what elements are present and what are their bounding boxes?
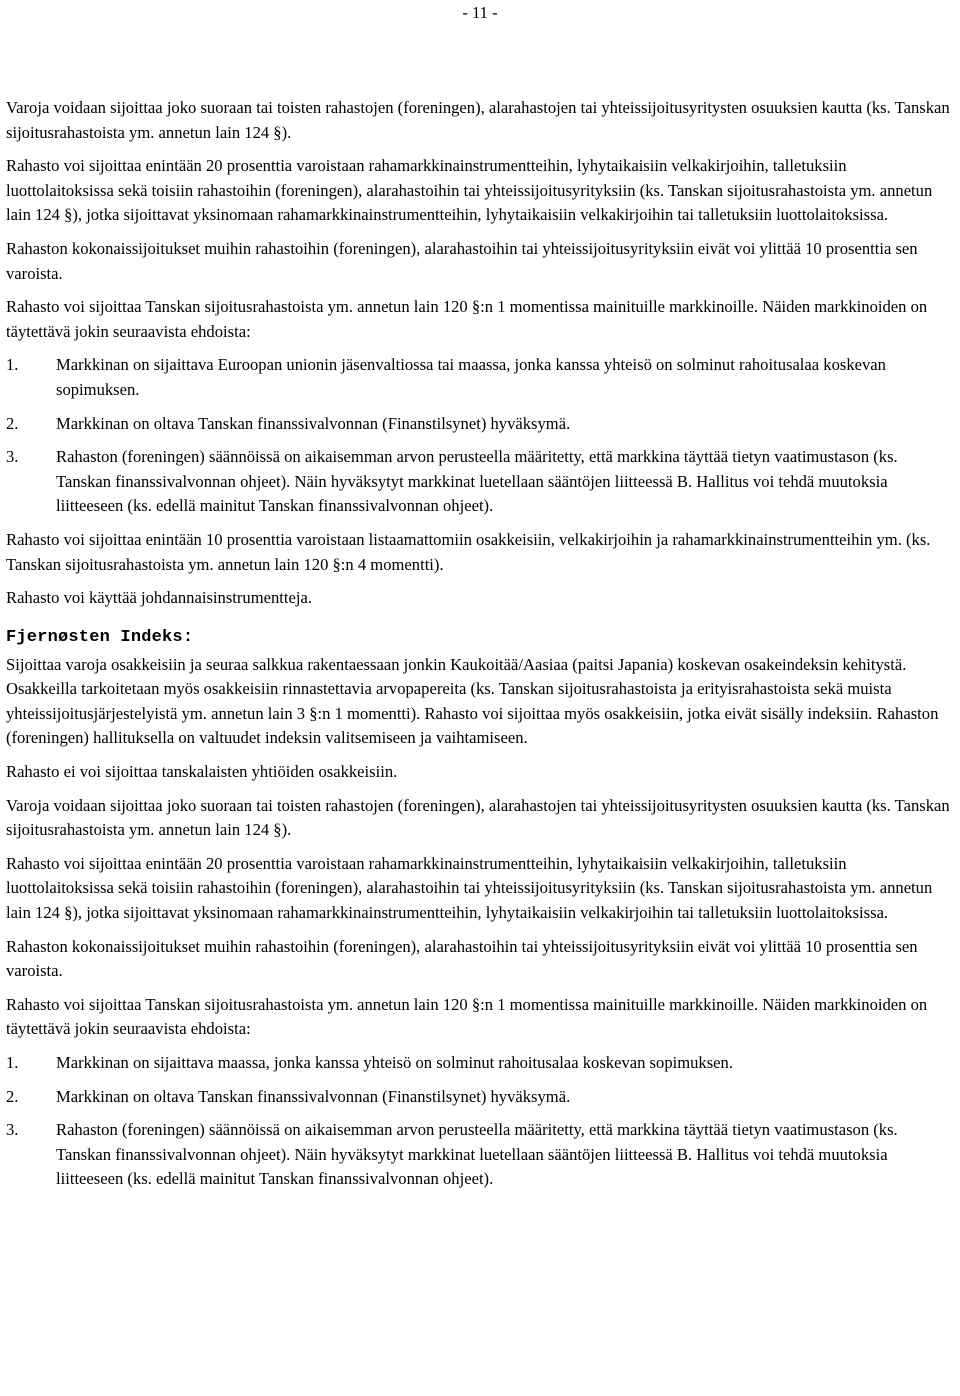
paragraph: Varoja voidaan sijoittaa joko suoraan tai toisten rahastojen (foreningen), alarahastojen tai yhteissijoitusyritysten osuuksien kautta (ks. Tanskan sijoitusrahastoista ym. annetun lain 124 §). [6,98,950,142]
paragraph: Varoja voidaan sijoittaa joko suoraan tai toisten rahastojen (foreningen), alarahastojen tai yhteissijoitusyritysten osuuksien kautta (ks. Tanskan sijoitusrahastoista ym. annetun lain 124 §). [6,795,950,840]
list-item-text: Markkinan on sijaittava Euroopan unionin jäsenvaltiossa tai maassa, jonka kanssa yhteisö on solminut rahoitusalaa koskevan sopimuksen. [56,355,886,399]
list-item [6,1085,956,1110]
paragraph: Rahasto voi sijoittaa enintään 20 prosenttia varoistaan rahamarkkinainstrumentteihin, lyhytaikaisiin velkakirjoihin, talletuksiin luottolaitoksissa sekä toisiin rahastoihin (foreningen), alarahastoihin tai yhteissijoitusyrityksiin (ks. Tanskan sijoitusrahastoista ym. annetun lain 124 §), jotka sijoittavat yksinomaan rahamarkkinainstrumentteihin, lyhytaikaisiin velkakirjoihin tai talletuksiin luottolaitoksissa. [6,156,933,225]
list-item-number: 1. [6,355,19,375]
paragraph: Rahasto voi sijoittaa enintään 20 prosenttia varoistaan rahamarkkinainstrumentteihin, lyhytaikaisiin velkakirjoihin, talletuksiin luottolaitoksissa sekä toisiin rahastoihin (foreningen), alarahastoihin tai yhteissijoitusyrityksiin (ks. Tanskan sijoitusrahastoista ym. annetun lain 124 §), jotka sijoittavat yksinomaan rahamarkkinainstrumentteihin, lyhytaikaisiin velkakirjoihin tai talletuksiin luottolaitoksissa. [6,853,933,923]
paragraph: Rahasto ei voi sijoittaa tanskalaisten yhtiöiden osakkeisiin. [6,762,398,782]
list-item-number: 1. [6,1053,19,1072]
list-item-text: Rahaston (foreningen) säännöissä on aikaisemman arvon perusteella määritetty, että markkina täyttää tietyn vaatimustason (ks. Tanskan finanssivalvonnan ohjeet). Näin hyväksytyt markkinat luetellaan sääntöjen liitteessä B. Hallitus voi tehdä muutoksia liitteeseen (ks. edellä mainitut Tanskan finanssivalvonnan ohjeet). [56,1120,898,1189]
paragraph: Rahasto voi käyttää johdannaisinstrumentteja. [6,588,312,608]
list-item-number: 3. [6,1120,19,1140]
paragraph: Sijoittaa varoja osakkeisiin ja seuraa salkkua rakentaessaan jonkin Kaukoitää/Aasiaa (paitsi Japania) koskevan osakeindeksin kehitystä. Osakkeilla tarkoitetaan myös osakkeisiin rinnastettavia arvopapereita (ks. Tanskan sijoitusrahastoista ja erityisrahastoista sekä muista yhteissijoitusjärjestelyistä ym. annetun lain 3 §:n 1 momentti). Rahasto voi sijoittaa myös osakkeisiin, jotka eivät sisälly indeksiin. Rahaston (foreningen) hallituksella on valtuudet indeksin valitsemiseen ja vaihtamiseen. [6,654,939,748]
paragraph: Rahaston kokonaissijoitukset muihin rahastoihin (foreningen), alarahastoihin tai yhteissijoitusyrityksiin eivät voi ylittää 10 prosenttia sen varoista. [6,936,918,981]
list-item-text: Markkinan on oltava Tanskan finanssivalvonnan (Finanstilsynet) hyväksymä. [56,1086,571,1106]
list-item-number: 3. [6,447,19,467]
list-item [6,412,956,437]
paragraph: Rahasto voi sijoittaa Tanskan sijoitusrahastoista ym. annetun lain 120 §:n 1 momentissa mainituille markkinoille. Näiden markkinoiden on täytettävä jokin seuraavista ehdoista: [6,297,928,341]
list-item [6,353,956,402]
paragraph: Rahaston kokonaissijoitukset muihin rahastoihin (foreningen), alarahastoihin tai yhteissijoitusyrityksiin eivät voi ylittää 10 prosenttia sen varoista. [6,238,918,283]
list-item-text: Markkinan on sijaittava maassa, jonka kanssa yhteisö on solminut rahoitusalaa koskevan sopimuksen. [56,1053,733,1072]
list-item-text: Markkinan on oltava Tanskan finanssivalvonnan (Finanstilsynet) hyväksymä. [56,413,571,433]
list-item [6,1118,956,1192]
paragraph: Rahasto voi sijoittaa enintään 10 prosenttia varoistaan listaamattomiin osakkeisiin, velkakirjoihin ja rahamarkkinainstrumentteihin ym. (ks. Tanskan sijoitusrahastoista ym. annetun lain 120 §:n 4 momentti). [6,529,931,574]
list-item-number: 2. [6,413,19,433]
list-item [6,1051,956,1076]
document-body [6,96,956,1201]
section-heading: Fjernøsten Indeks: [6,627,194,647]
list-item [6,445,956,519]
list-item-text: Rahaston (foreningen) säännöissä on aikaisemman arvon perusteella määritetty, että markkina täyttää tietyn vaatimustason (ks. Tanskan finanssivalvonnan ohjeet). Näin hyväksytyt markkinat luetellaan sääntöjen liitteessä B. Hallitus voi tehdä muutoksia liitteeseen (ks. edellä mainitut Tanskan finanssivalvonnan ohjeet). [56,447,898,516]
paragraph: Rahasto voi sijoittaa Tanskan sijoitusrahastoista ym. annetun lain 120 §:n 1 momentissa mainituille markkinoille. Näiden markkinoiden on täytettävä jokin seuraavista ehdoista: [6,994,928,1039]
list-item-number: 2. [6,1086,19,1106]
page-number: - 11 - [462,3,498,22]
